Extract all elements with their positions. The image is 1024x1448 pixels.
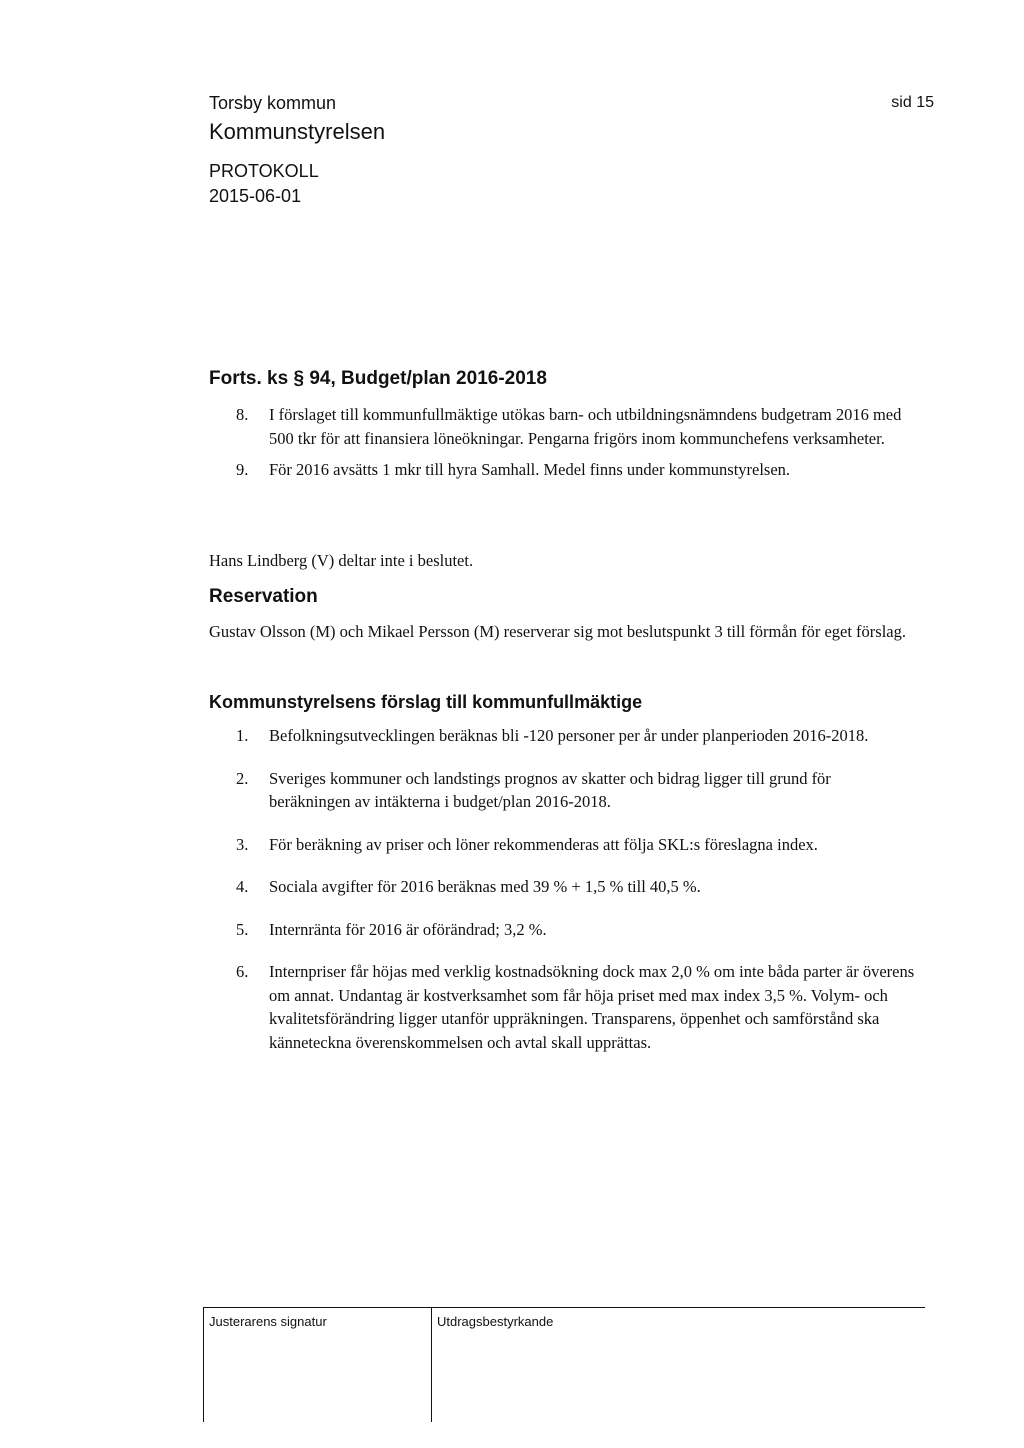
- committee-name: Kommunstyrelsen: [209, 119, 386, 144]
- list-item: [236, 875, 916, 899]
- item-number: 1.: [236, 726, 249, 745]
- item-number: 5.: [236, 919, 249, 939]
- section-heading-budget: Forts. ks § 94, Budget/plan 2016-2018: [209, 368, 547, 389]
- signature-cell-utdrag[interactable]: [431, 1308, 631, 1422]
- signature-cell-justerare[interactable]: [203, 1308, 431, 1422]
- item-text: För 2016 avsätts 1 mkr till hyra Samhall. Medel finns under kommunstyrelsen.: [269, 460, 791, 479]
- signature-label-utdrag: Utdragsbestyrkande: [437, 1314, 554, 1329]
- item-number: 2.: [236, 768, 249, 788]
- item-text: Sveriges kommuner och landstings prognos av skatter och bidrag ligger till grund för beräkningen av intäkterna i budget/plan 2016-2018.: [269, 768, 831, 811]
- list-item: [236, 724, 916, 748]
- organization-name: Torsby kommun: [209, 93, 337, 113]
- list-item: [236, 403, 916, 450]
- item-number: 8.: [236, 405, 249, 424]
- item-number: 6.: [236, 962, 249, 981]
- document-type: PROTOKOLL: [209, 161, 319, 181]
- item-text: Internpriser får höjas med verklig kostnadsökning dock max 2,0 % om inte båda parter är överens om annat. Undantag är kostverksamhet som får höja priset med max index 3,5 %. Volym- och kvalitetsförändring ligger utanför uppräkningen. Transparens, öppenhet och samförstånd ska känneteckna överenskommelsen och avtal skall upprättas.: [269, 962, 915, 1052]
- list-item: [236, 833, 916, 857]
- meeting-date: 2015-06-01: [209, 186, 302, 206]
- item-text: I förslaget till kommunfullmäktige utökas barn- och utbildningsnämndens budgetram 2016 med 500 tkr för att finansiera löneökningar. Pengarna frigörs inom kommunchefens verksamheter.: [269, 405, 902, 448]
- signature-label-justerare: Justerarens signatur: [209, 1314, 327, 1329]
- proposal-list: [236, 724, 916, 1073]
- list-item: [236, 458, 916, 482]
- list-item: [236, 767, 916, 814]
- item-text: Befolkningsutvecklingen beräknas bli -120 personer per år under planperioden 2016-2018.: [269, 726, 869, 745]
- budget-decision-list: [236, 403, 916, 490]
- list-item: [236, 918, 916, 942]
- item-text: För beräkning av priser och löner rekommenderas att följa SKL:s föreslagna index.: [269, 834, 818, 854]
- item-number: 4.: [236, 877, 249, 896]
- item-number: 9.: [236, 460, 249, 479]
- page-number: sid 15: [891, 94, 934, 111]
- list-item: [236, 960, 916, 1054]
- reservation-text: Gustav Olsson (M) och Mikael Persson (M) reserverar sig mot beslutspunkt 3 till förmån för eget förslag.: [209, 622, 906, 641]
- section-heading-proposal: Kommunstyrelsens förslag till kommunfullmäktige: [209, 692, 643, 712]
- abstention-note: Hans Lindberg (V) deltar inte i beslutet.: [209, 551, 474, 570]
- item-text: Sociala avgifter för 2016 beräknas med 39 % + 1,5 % till 40,5 %.: [269, 877, 701, 896]
- item-text: Internränta för 2016 är oförändrad; 3,2 %.: [269, 919, 547, 939]
- signature-box: [203, 1307, 925, 1426]
- item-number: 3.: [236, 834, 249, 854]
- section-heading-reservation: Reservation: [209, 586, 318, 607]
